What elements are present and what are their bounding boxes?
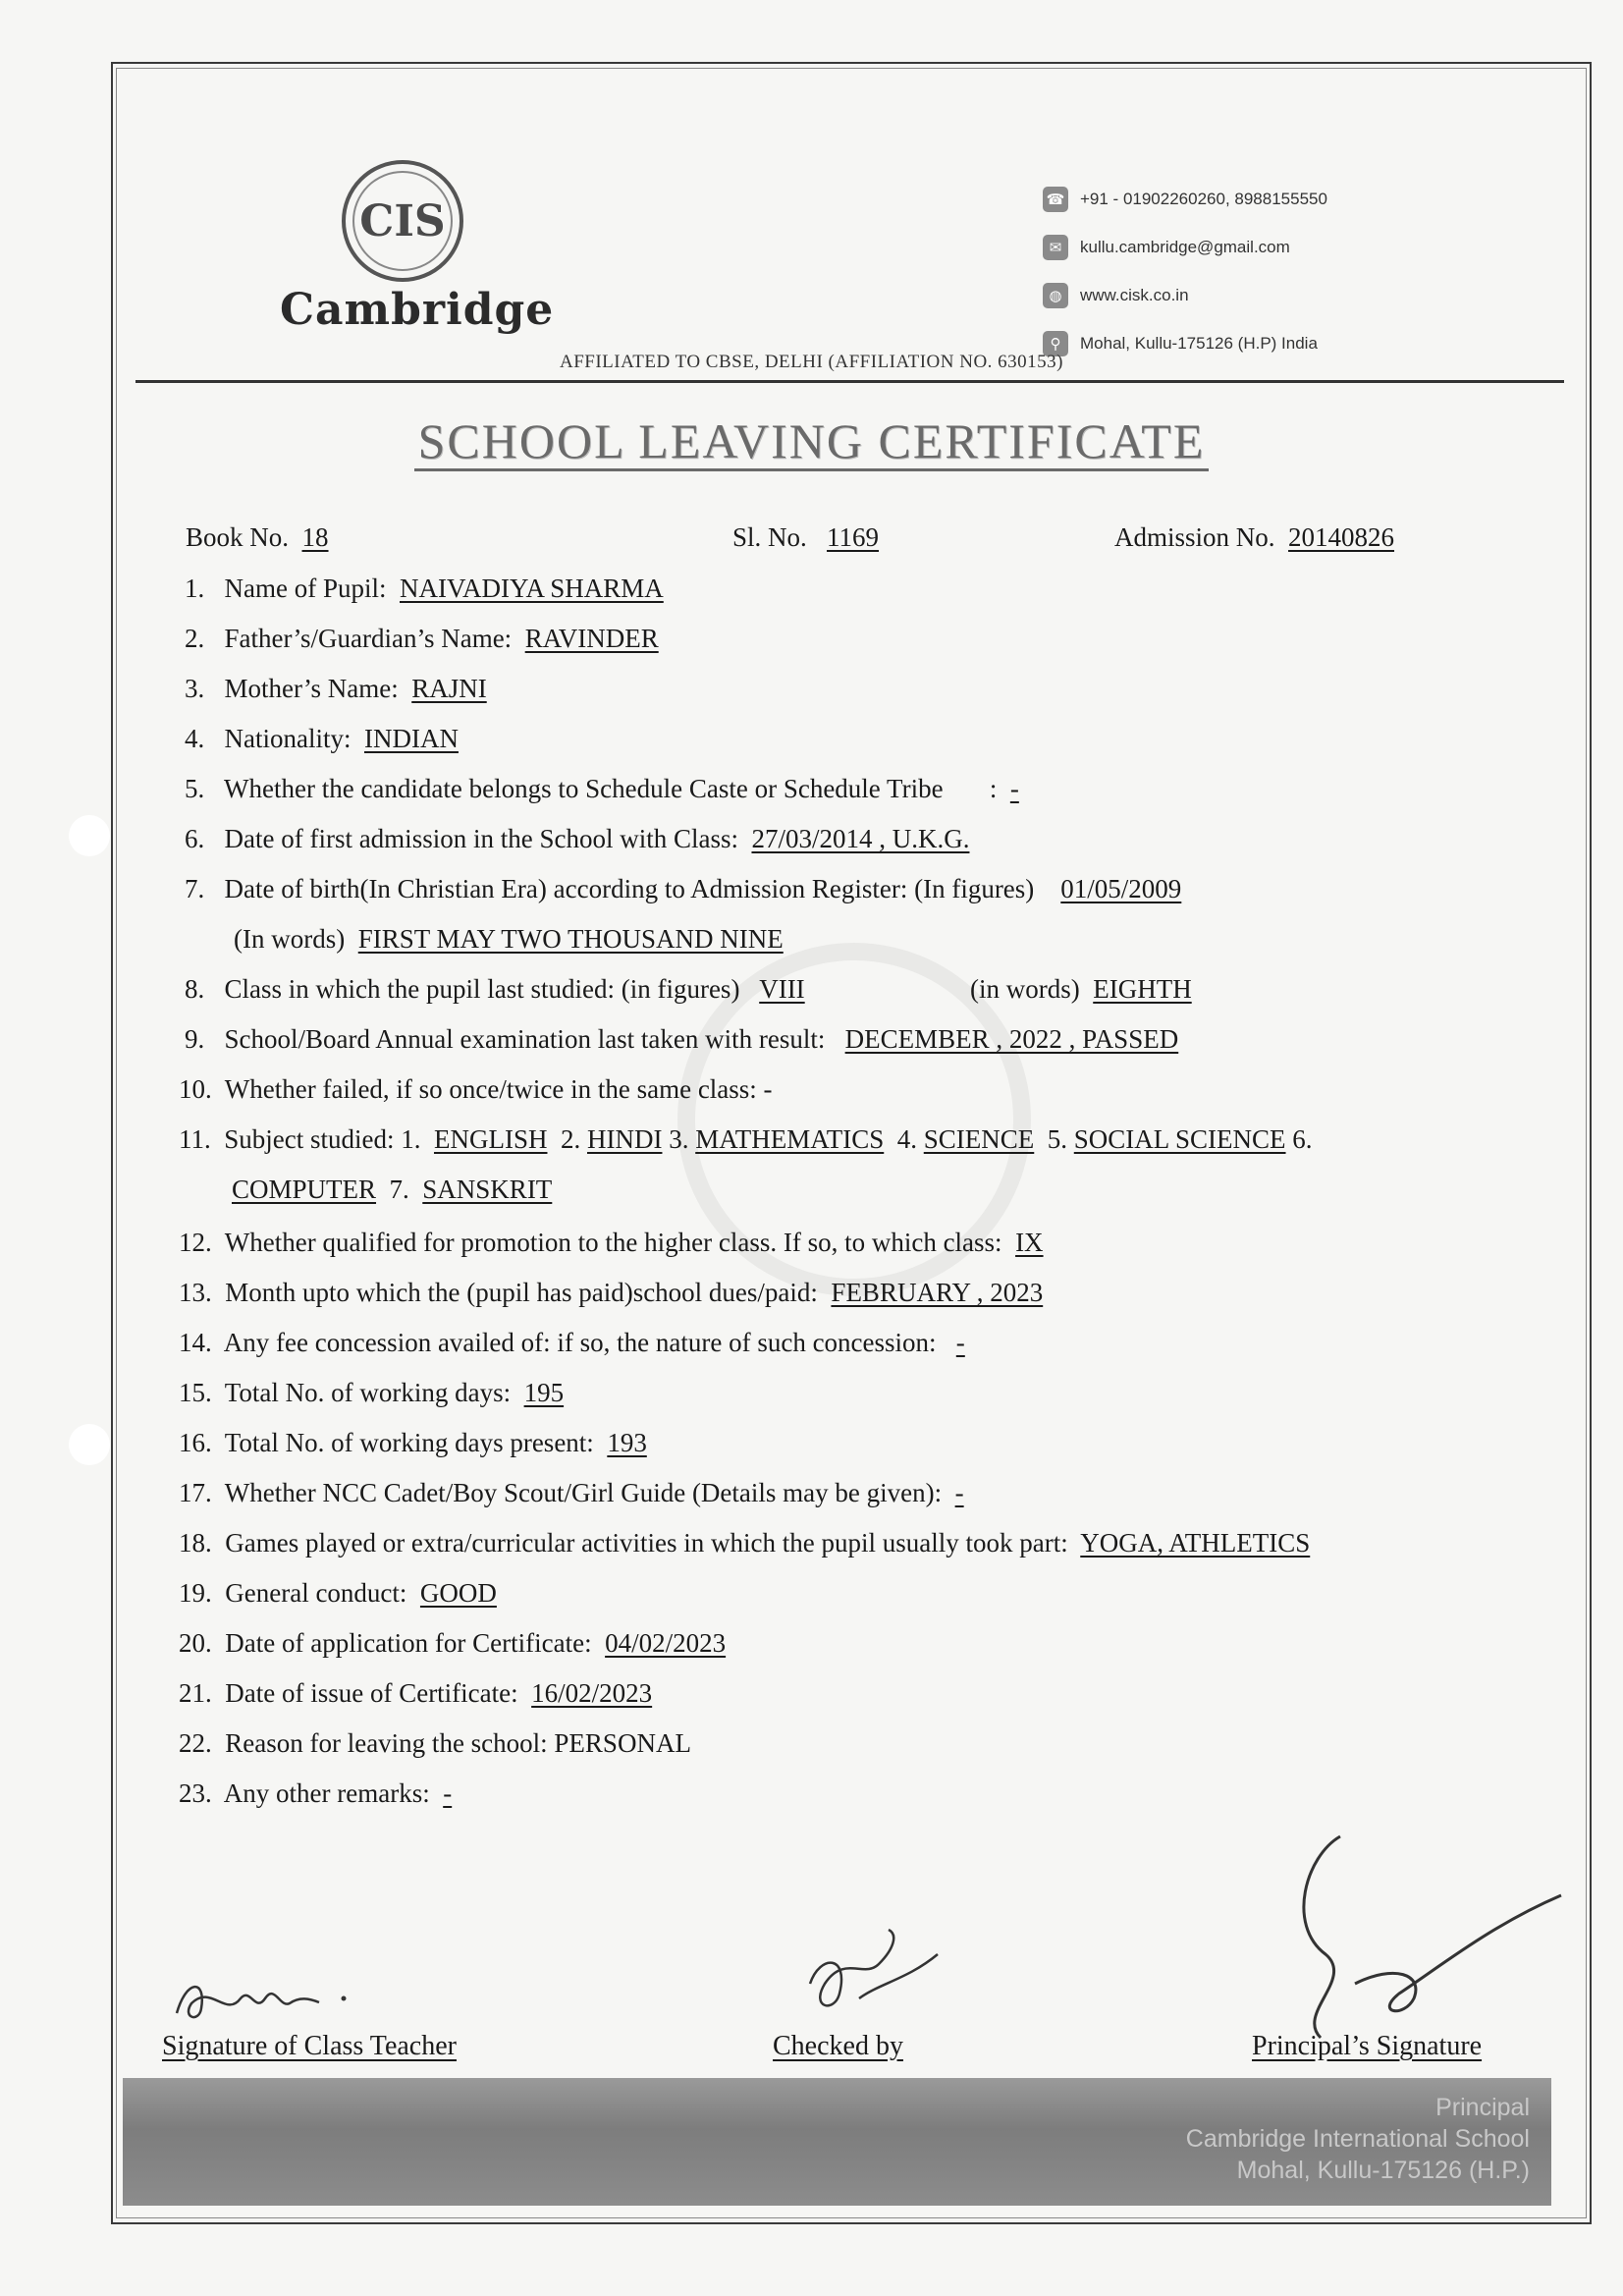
item-schedule-caste-tribe xyxy=(185,774,1019,804)
item-subjects-continued xyxy=(232,1175,552,1205)
item-value: 193 xyxy=(607,1428,647,1457)
item-value: - xyxy=(1009,774,1019,803)
item-mother-name xyxy=(185,674,487,704)
item-label: Date of application for Certificate: xyxy=(225,1628,592,1658)
item-leaving-reason xyxy=(179,1728,691,1759)
item-label: Date of first admission in the School with Class: xyxy=(224,824,738,853)
item-dues-paid xyxy=(179,1278,1043,1308)
admission-number-value: 20140826 xyxy=(1288,522,1395,552)
item-label: Month upto which the (pupil has paid)school dues/paid: xyxy=(225,1278,818,1307)
item-label: Mother’s Name: xyxy=(224,674,399,703)
item-days-present xyxy=(179,1428,647,1458)
item-number: 16. xyxy=(179,1428,212,1457)
contact-website xyxy=(1043,271,1327,319)
item-label: General conduct: xyxy=(225,1578,407,1608)
item-number: 3. xyxy=(185,674,205,703)
subject-number: 4. xyxy=(896,1124,917,1154)
item-other-remarks xyxy=(179,1778,452,1809)
item-number: 20. xyxy=(179,1628,212,1658)
header-divider xyxy=(135,380,1564,383)
checked-by-label xyxy=(773,2031,903,2062)
item-value: 195 xyxy=(523,1378,565,1407)
subject-name: SCIENCE xyxy=(923,1124,1035,1154)
subject-name: SOCIAL SCIENCE xyxy=(1073,1124,1286,1154)
item-number: 2. xyxy=(185,624,205,653)
subject-number: 5. xyxy=(1047,1124,1068,1154)
item-label: (In words) xyxy=(234,924,346,954)
contact-email xyxy=(1043,223,1327,271)
item-label: Name of Pupil: xyxy=(224,574,387,603)
subject-name: ENGLISH xyxy=(433,1124,548,1154)
principal-stamp xyxy=(1186,2092,1530,2186)
email-icon: ✉ xyxy=(1043,235,1068,260)
item-label: Any other remarks: xyxy=(223,1778,430,1808)
stamp-title: Principal xyxy=(1435,2094,1530,2121)
item-number: 4. xyxy=(185,724,205,753)
item-value: - xyxy=(954,1478,964,1507)
item-number: 18. xyxy=(179,1528,212,1558)
globe-icon: ◍ xyxy=(1043,283,1068,308)
principal-signature-label xyxy=(1252,2031,1482,2062)
serial-number xyxy=(732,522,879,553)
item-father-guardian-name xyxy=(185,624,659,654)
item-number: 15. xyxy=(179,1378,212,1407)
certificate-title-text: SCHOOL LEAVING CERTIFICATE xyxy=(414,413,1210,471)
principal-label-text: Principal’s Signature xyxy=(1252,2031,1483,2061)
item-label: Subject studied: xyxy=(224,1124,395,1154)
book-number-label: Book No. xyxy=(186,522,290,552)
item-value: RAVINDER xyxy=(524,624,659,653)
logo-monogram: CIS xyxy=(359,196,446,246)
class-teacher-label-text: Signature of Class Teacher xyxy=(162,2031,457,2061)
affiliation-text: AFFILIATED TO CBSE, DELHI (AFFILIATION NO. 630153) xyxy=(560,352,1064,372)
item-value: 04/02/2023 xyxy=(605,1628,727,1658)
punch-hole xyxy=(69,815,110,856)
item-value: FIRST MAY TWO THOUSAND NINE xyxy=(357,924,784,954)
item-value: FEBRUARY , 2023 xyxy=(831,1278,1044,1307)
item-number: 8. xyxy=(185,974,205,1004)
item-value: 01/05/2009 xyxy=(1060,874,1182,903)
item-label: Whether NCC Cadet/Boy Scout/Girl Guide (Details may be given): xyxy=(224,1478,943,1507)
subject-number: 2. xyxy=(560,1124,581,1154)
contact-phone xyxy=(1043,175,1327,223)
school-seal-icon xyxy=(339,157,466,285)
item-number: 13. xyxy=(179,1278,212,1307)
item-first-admission xyxy=(185,824,969,854)
item-number: 1. xyxy=(185,574,205,603)
admission-number-label: Admission No. xyxy=(1114,522,1275,552)
contact-address-text: Mohal, Kullu-175126 (H.P) India xyxy=(1080,333,1318,353)
item-subjects xyxy=(179,1124,1313,1155)
contact-address xyxy=(1043,319,1327,367)
item-label: Reason for leaving the school: PERSONAL xyxy=(225,1728,691,1758)
subject-name: MATHEMATICS xyxy=(695,1124,885,1154)
subject-name: COMPUTER xyxy=(232,1175,377,1204)
subject-number: 1. xyxy=(401,1124,421,1154)
item-label: Total No. of working days: xyxy=(224,1378,512,1407)
item-number: 5. xyxy=(185,774,205,803)
item-number: 11. xyxy=(179,1124,211,1154)
item-number: 17. xyxy=(179,1478,212,1507)
item-date-of-birth xyxy=(185,874,1181,904)
item-label: Games played or extra/curricular activities in which the pupil usually took part: xyxy=(225,1528,1068,1558)
item-value: IX xyxy=(1015,1228,1044,1257)
item-number: 10. xyxy=(179,1074,212,1104)
item-failed xyxy=(179,1074,773,1105)
item-label: Whether failed, if so once/twice in the same class: - xyxy=(224,1074,773,1104)
book-number xyxy=(186,522,329,553)
item-value: INDIAN xyxy=(363,724,459,753)
item-date-of-birth-words xyxy=(234,924,784,955)
item-number: 12. xyxy=(179,1228,212,1257)
subject-number: 7. xyxy=(389,1175,409,1204)
item-number: 6. xyxy=(185,824,205,853)
item-last-class-words xyxy=(970,974,1192,1005)
item-label: Any fee concession availed of: if so, the nature of such concession: xyxy=(223,1328,937,1357)
item-label: Class in which the pupil last studied: (in figures) xyxy=(224,974,740,1004)
item-issue-date xyxy=(179,1678,652,1709)
item-label: Whether the candidate belongs to Schedule Caste or Schedule Tribe xyxy=(224,774,944,803)
contact-email-text: kullu.cambridge@gmail.com xyxy=(1080,237,1290,256)
item-number: 19. xyxy=(179,1578,212,1608)
class-teacher-signature xyxy=(172,1969,368,2028)
book-number-value: 18 xyxy=(301,522,329,552)
item-value: EIGHTH xyxy=(1093,974,1192,1004)
checked-by-signature xyxy=(790,1925,947,2033)
serial-number-label: Sl. No. xyxy=(732,522,807,552)
item-value: DECEMBER , 2022 , PASSED xyxy=(844,1024,1179,1054)
item-value: - xyxy=(955,1328,965,1357)
item-value: NAIVADIYA SHARMA xyxy=(399,574,664,603)
item-general-conduct xyxy=(179,1578,497,1609)
checked-by-label-text: Checked by xyxy=(773,2031,903,2061)
contact-phone-text: +91 - 01902260260, 8988155550 xyxy=(1080,189,1327,208)
item-extracurricular xyxy=(179,1528,1310,1558)
item-application-date xyxy=(179,1628,726,1659)
item-separator: : xyxy=(989,774,998,803)
subject-name: HINDI xyxy=(586,1124,663,1154)
item-label: Total No. of working days present: xyxy=(224,1428,594,1457)
stamp-school: Cambridge International School xyxy=(1185,2125,1530,2153)
item-label: Father’s/Guardian’s Name: xyxy=(224,624,513,653)
item-nationality xyxy=(185,724,459,754)
school-logo xyxy=(280,157,555,354)
phone-icon: ☎ xyxy=(1043,187,1068,212)
item-label: Date of issue of Certificate: xyxy=(225,1678,518,1708)
stamp-address: Mohal, Kullu-175126 (H.P.) xyxy=(1236,2157,1530,2184)
admission-number xyxy=(1114,522,1394,553)
item-name-of-pupil xyxy=(185,574,664,604)
item-number: 14. xyxy=(179,1328,212,1357)
item-number: 23. xyxy=(179,1778,212,1808)
item-ncc-scout xyxy=(179,1478,964,1508)
item-label: School/Board Annual examination last taken with result: xyxy=(224,1024,826,1054)
principal-signature xyxy=(1267,1817,1581,2043)
contact-block xyxy=(1043,175,1327,367)
contact-website-text: www.cisk.co.in xyxy=(1080,285,1189,304)
certificate-title xyxy=(0,412,1623,469)
subject-number: 3. xyxy=(669,1124,689,1154)
subject-number: 6. xyxy=(1292,1124,1313,1154)
item-value: 16/02/2023 xyxy=(531,1678,653,1708)
location-icon: ⚲ xyxy=(1043,331,1068,356)
serial-number-value: 1169 xyxy=(827,522,880,552)
item-label: Nationality: xyxy=(224,724,352,753)
item-value: 27/03/2014 , U.K.G. xyxy=(751,824,970,853)
item-value: RAJNI xyxy=(411,674,487,703)
punch-hole xyxy=(69,1424,110,1465)
class-teacher-signature-label xyxy=(162,2031,457,2062)
item-label: Whether qualified for promotion to the higher class. If so, to which class: xyxy=(224,1228,1002,1257)
item-number: 7. xyxy=(185,874,205,903)
item-number: 22. xyxy=(179,1728,212,1758)
item-fee-concession xyxy=(179,1328,965,1358)
item-value: VIII xyxy=(759,974,805,1004)
item-label: Date of birth(In Christian Era) according to Admission Register: (In figures) xyxy=(224,874,1035,903)
item-annual-exam xyxy=(185,1024,1178,1055)
item-value: - xyxy=(443,1778,453,1808)
item-promotion xyxy=(179,1228,1044,1258)
item-value: YOGA, ATHLETICS xyxy=(1080,1528,1311,1558)
subject-name: SANSKRIT xyxy=(422,1175,553,1204)
item-number: 21. xyxy=(179,1678,212,1708)
logo-wordmark: Cambridge xyxy=(280,285,555,335)
item-label: (in words) xyxy=(970,974,1080,1004)
item-last-class xyxy=(185,974,805,1005)
item-number: 9. xyxy=(185,1024,205,1054)
item-value: GOOD xyxy=(419,1578,497,1608)
item-working-days xyxy=(179,1378,564,1408)
